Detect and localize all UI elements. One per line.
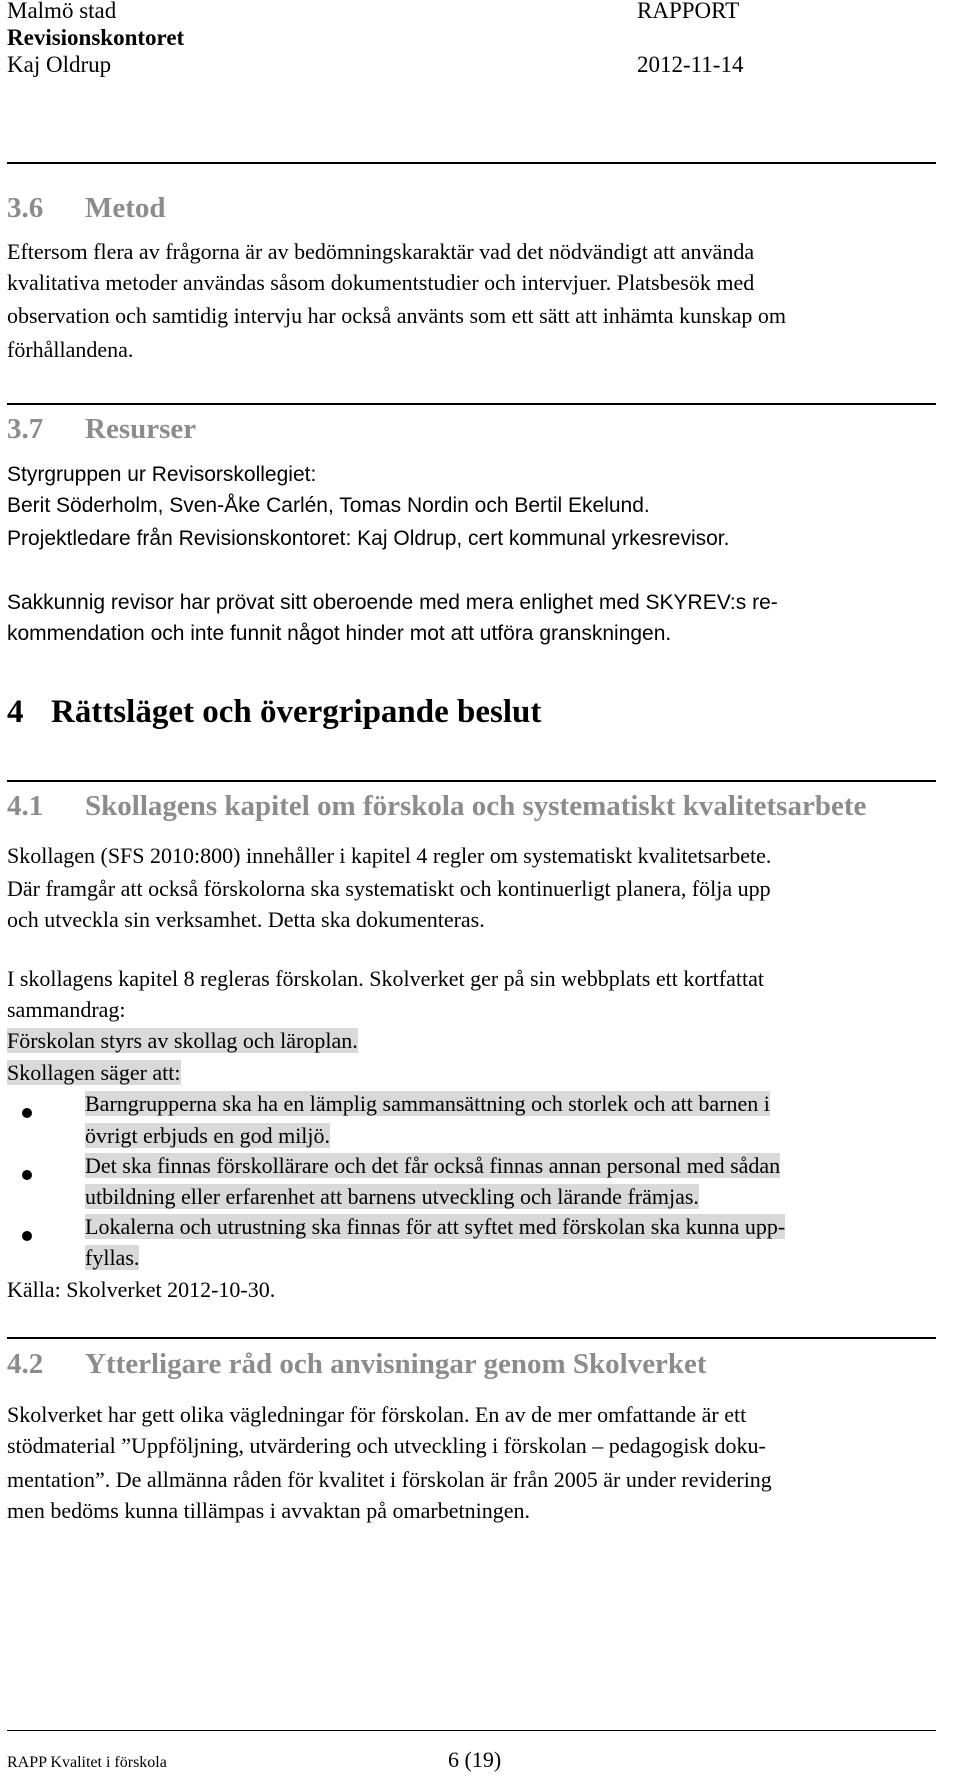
paragraph-line: Sakkunnig revisor har prövat sitt oberoende med mera enlighet med SKYREV:s re- — [7, 591, 778, 614]
heading-number: 4.1 — [7, 790, 44, 822]
paragraph-line: mentation”. De allmänna råden för kvalitet i förskolan är från 2005 är under revidering — [7, 1467, 772, 1492]
list-item-line — [85, 1150, 780, 1181]
heading-number: 3.6 — [7, 192, 44, 224]
highlighted-text: Barngrupperna ska ha en lämplig sammansättning och storlek och att barnen i — [85, 1091, 770, 1116]
heading-title: Skollagens kapitel om förskola och systematiskt kvalitetsarbete — [85, 790, 867, 822]
paragraph-line: kommendation och inte funnit något hinder mot att utföra granskningen. — [7, 622, 672, 645]
heading-title: Ytterligare råd och anvisningar genom Skolverket — [85, 1348, 707, 1380]
paragraph-line: men bedöms kunna tillämpas i avvaktan på omarbetningen. — [7, 1498, 530, 1523]
highlighted-text: utbildning eller erfarenhet att barnens utveckling och lärande främjas. — [85, 1184, 699, 1209]
paragraph-line: observation och samtidig intervju har också använts som ett sätt att inhämta kunskap om — [7, 303, 787, 328]
section-rule — [7, 1337, 936, 1339]
header-author: Kaj Oldrup — [7, 52, 112, 77]
bullet-icon — [22, 1108, 32, 1118]
paragraph-line: Där framgår att också förskolorna ska systematiskt och kontinuerligt planera, följa upp — [7, 876, 771, 901]
highlighted-text: fyllas. — [85, 1245, 140, 1270]
header-dept: Revisionskontoret — [7, 25, 185, 50]
heading-title: Metod — [85, 192, 166, 224]
header-doc-type: RAPPORT — [637, 0, 740, 23]
list-item-line — [85, 1088, 770, 1119]
paragraph-line: kvalitativa metoder användas såsom dokumentstudier och intervjuer. Platsbesök med — [7, 270, 755, 295]
quote-line — [7, 1025, 358, 1056]
heading-number: 4 — [7, 694, 24, 730]
section-rule — [7, 162, 936, 164]
paragraph-line: förhållandena. — [7, 337, 134, 362]
paragraph-line: Berit Söderholm, Sven-Åke Carlén, Tomas Nordin och Bertil Ekelund. — [7, 494, 650, 517]
heading-number: 4.2 — [7, 1348, 44, 1380]
heading-3-7 — [7, 411, 196, 447]
quote-line — [7, 1057, 181, 1088]
footer-rule — [7, 1730, 936, 1731]
list-item-line — [85, 1242, 139, 1273]
footer-doc-name: RAPP Kvalitet i förskola — [7, 1754, 167, 1771]
bullet-icon — [22, 1170, 32, 1180]
paragraph-line: Skolverket har gett olika vägledningar för förskolan. En av de mer omfattande är ett — [7, 1402, 747, 1427]
list-item-line — [85, 1181, 699, 1212]
page-number: 6 (19) — [448, 1747, 502, 1772]
heading-3-6 — [7, 190, 166, 226]
source-note: Källa: Skolverket 2012-10-30. — [7, 1277, 276, 1302]
heading-4 — [7, 692, 541, 732]
bullet-icon — [22, 1231, 32, 1241]
paragraph-line: och utveckla sin verksamhet. Detta ska dokumenteras. — [7, 907, 485, 932]
heading-title: Resurser — [85, 413, 197, 445]
paragraph-line: Projektledare från Revisionskontoret: Kaj Oldrup, cert kommunal yrkesrevisor. — [7, 527, 730, 550]
header-date: 2012-11-14 — [637, 52, 744, 77]
paragraph-line: Skollagen (SFS 2010:800) innehåller i kapitel 4 regler om systematiskt kvalitetsarbete. — [7, 843, 772, 868]
section-rule — [7, 403, 936, 405]
highlighted-text: Förskolan styrs av skollag och läroplan. — [7, 1028, 358, 1053]
paragraph-line: I skollagens kapitel 8 regleras förskolan. Skolverket ger på sin webbplats ett kortfattat — [7, 966, 764, 991]
list-item-line — [85, 1120, 330, 1151]
paragraph-line: stödmaterial ”Uppföljning, utvärdering och utveckling i förskolan – pedagogisk doku- — [7, 1433, 766, 1458]
highlighted-text: Det ska finnas förskollärare och det får också finnas annan personal med sådan — [85, 1153, 781, 1178]
list-item-line — [85, 1211, 785, 1242]
heading-number: 3.7 — [7, 413, 44, 445]
header-org: Malmö stad — [7, 0, 117, 23]
paragraph-line: sammandrag: — [7, 997, 126, 1022]
heading-4-2 — [7, 1346, 707, 1382]
paragraph-line: Eftersom flera av frågorna är av bedömningskaraktär vad det nödvändigt att använda — [7, 239, 755, 264]
paragraph-line: Styrgruppen ur Revisorskollegiet: — [7, 463, 317, 486]
highlighted-text: övrigt erbjuds en god miljö. — [85, 1123, 331, 1148]
highlighted-text: Lokalerna och utrustning ska finnas för att syftet med förskolan ska kunna upp- — [85, 1214, 786, 1239]
section-rule — [7, 780, 936, 782]
highlighted-text: Skollagen säger att: — [7, 1060, 181, 1085]
heading-title: Rättsläget och övergripande beslut — [51, 694, 542, 730]
heading-4-1 — [7, 788, 866, 824]
